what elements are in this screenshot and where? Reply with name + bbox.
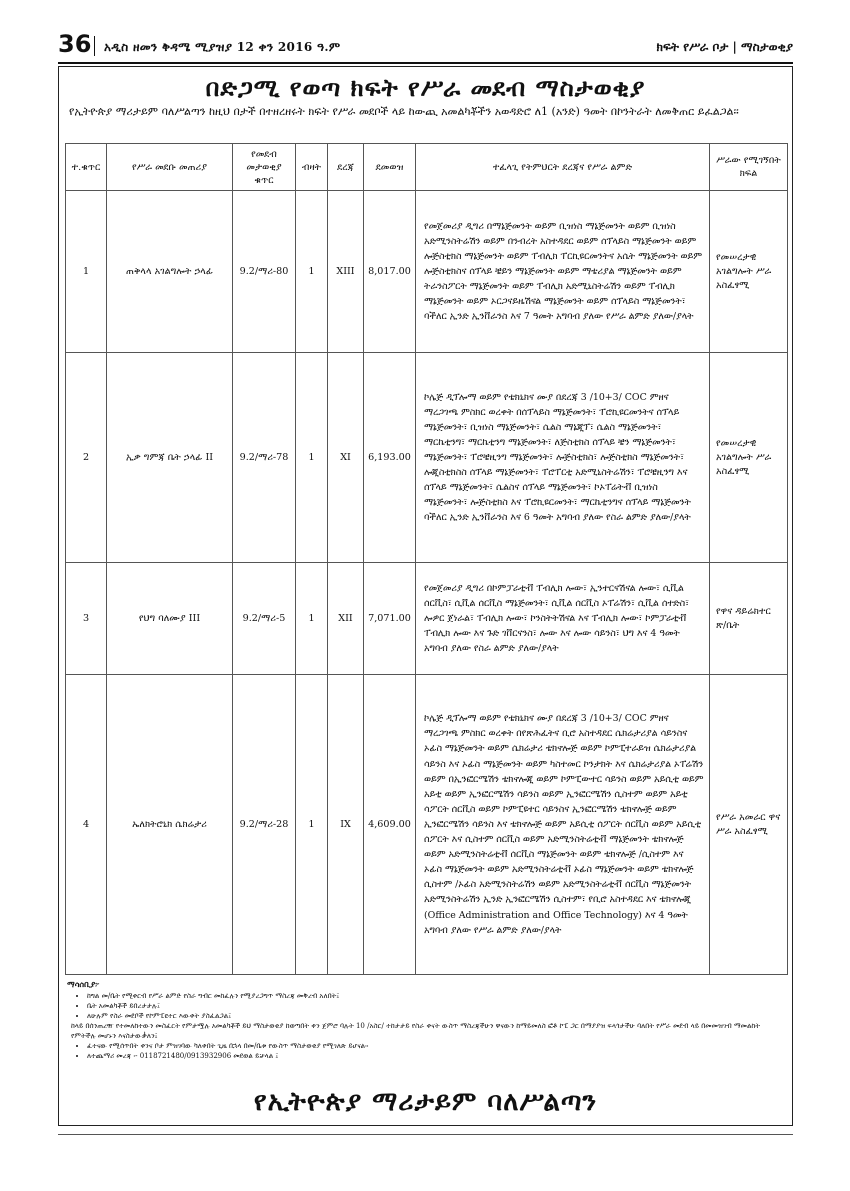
col-header-grade: ደረጃ <box>328 144 364 191</box>
table-row <box>66 191 788 353</box>
notes-list-2 <box>67 1041 785 1061</box>
note-item: • ከግል መ/ቤት የሚቀርብ የሥራ ልምድ የስራ ግብር መከፈሉን የሚያረጋግጥ ማስረጃ መቅረብ አለበት፤ <box>87 991 785 1001</box>
row-salary: 8,017.00 <box>364 191 416 353</box>
note-item: • ፈተናው የሚሰጥበት ቀንና ቦታ ምዝገባው ካለቀበት ጊዜ በኋላ በመ/ቤቱ የውስጥ ማስታወቂያ የሚገለጽ ይሆናል፡፡ <box>87 1041 785 1051</box>
row-grade: XIII <box>328 191 364 353</box>
notes-section <box>67 979 785 1061</box>
row-title: የህግ ባለሙያ III <box>107 563 233 675</box>
row-requirements: የመጀመሪያ ዲግሪ በማኔጅመንት ወይም ቢዝነስ ማኔጅመንት ወይም ቢዝነስ አድሚንስትሬሽን ወይም በንብረት አስተዳደር ወይም ሰፕላይስ ማኔጅመንት ወይም ሎጅስቲክስ ማኔጅመንት ወይም ፐብሊክ ፐርኪዩርመንትና አሴት ማኔጅመንት ወይም ሎጅስቲክስና ሰፕላይ ቼይን ማኔጅመንት ወይም ማቴሪያል ማኔጅመንት ወይም ትራንስፖርት ማኔጅመንት ወይም ፐብሊክ አድሚኒስትሬሽን ወይም ፐብሊክ ማኔጅመንት ወይም ኦርጋናይዜሽናል ማኔጅመንት ወይም ሰፕላይስ ማኔጅመንት፣ ባችለር ኢንድ ኢንቨራንስ እና 7 ዓመት አግባብ ያለው የሥራ ልምድ ያለው/ያላት <box>416 191 710 353</box>
note-item: • ቤት አመልካቾች ይበረታታሉ፤ <box>87 1001 785 1011</box>
notes-title: ማሳሰቢያ፦ <box>67 979 100 989</box>
vacancy-table <box>65 143 788 975</box>
newspaper-dateline: አዲስ ዘመን ቅዳሜ ሚያዝያ 12 ቀን 2016 ዓ.ም <box>104 40 341 54</box>
row-grade: IX <box>328 675 364 975</box>
organization-name: የኢትዮጵያ ማሪታይም ባለሥልጣን <box>253 1087 598 1117</box>
table-row <box>66 675 788 975</box>
row-place: የመሠረታዊ አገልግሎት ሥራ አስፈፃሚ <box>710 353 788 563</box>
row-title: ጠቅላላ አገልግሎት ኃላፊ <box>107 191 233 353</box>
row-place: የዋና ዳይሬክተር ጽ/ቤት <box>710 563 788 675</box>
col-header-id: የመደብ መታወቂያ ቁጥር <box>233 144 296 191</box>
row-requirements: ኮሌጅ ዲፕሎማ ወይም የቴክኒክና ሙያ በደረጃ 3 /10+3/ COC ምዘና ማረጋገጫ ምስክር ወረቀት በሰፕላይስ ማኔጅመንት፣ ፐሮኪዩርመንትና ሰፕላይ ማኔጅመንት፣ ቢዝነስ ማኔጅመንት፣ ሴልስ ማኔጂፕ፣ ሴልስ ማኔጅመንት፣ ማርኬቲንግ፣ ማርኬቲንግ ማኔጅመንት፣ ለጅስቲክስ ሰፕላይ ቼን ማኔጅመንት፣ ማኔጅመንት፣ ፐሮቼዚንግ ማኔጅመንት፣ ሎጅስቲክስ፣ ሎጅስቲክስ ማኔጅመንት፣ ሎጂስቲክስስ ሰፕላይ ማኔጅመንት፣ ፐሮፐርቲ አድሚኒስትሬሽን፣ ፐሮቼዚንግ እና ሰፕላይ ማኔጅመንት፣ ሴልስና ሰፕላይ ማኔጅመንት፣ ኮኦፐሬትቭ ቢዝነስ ማኔጅመንት፣ ሎጅስቲክስ እና ፐሮኪዩርመንት፣ ማርኬቲንግና ሰፕላይ ማኔጅመንት ባችለር ኢንድ ኢንቨራንስ እና 6 ዓመት አግባብ ያለው የስራ ልምድ ያለው/ያላት <box>416 353 710 563</box>
col-header-requirements: ተፈላጊ የትምህርት ደረጃና የሥራ ልምድ <box>416 144 710 191</box>
header-rule <box>58 62 793 64</box>
row-number: 3 <box>66 563 107 675</box>
note-item: • ለሁሉም የስራ መደቦች የኮምፒዩተር እውቀት ያስፈልጋል፤ <box>87 1011 785 1021</box>
col-header-qty: ብዛት <box>296 144 328 191</box>
row-id: 9.2/ማሪ-28 <box>233 675 296 975</box>
row-qty: 1 <box>296 353 328 563</box>
page-number: 36 <box>58 30 92 58</box>
page-header <box>58 32 793 62</box>
page-bottom-rule <box>58 1134 793 1135</box>
row-place: የሥራ አመራር ዋና ሥራ አስፈፃሚ <box>710 675 788 975</box>
ad-intro: የኢትዮጵያ ማሪታይም ባለሥልጣን ከዚህ በታች በተዘረዘሩት ክፍት የሥራ መደቦች ላይ ከውጪ አመልካቾችን አወዳድሮ ለ1 (አንድ) ዓመት በኮንትራት ለመቅጠር ይፈልጋል፡፡ <box>69 105 739 118</box>
notes-list <box>67 991 785 1021</box>
row-title: ኤለክትሮኒክ ሴክሬታሪ <box>107 675 233 975</box>
row-qty: 1 <box>296 191 328 353</box>
row-id: 9.2/ማሪ-5 <box>233 563 296 675</box>
row-salary: 6,193.00 <box>364 353 416 563</box>
row-id: 9.2/ማሪ-78 <box>233 353 296 563</box>
row-place: የመሠረታዊ አገልግሎት ሥራ አስፈፃሚ <box>710 191 788 353</box>
row-qty: 1 <box>296 675 328 975</box>
col-header-title: የሥራ መደቡ መጠሪያ <box>107 144 233 191</box>
row-title: ኢቃ ግምጃ ቤት ኃላፊ II <box>107 353 233 563</box>
row-number: 2 <box>66 353 107 563</box>
row-grade: XII <box>328 563 364 675</box>
table-row <box>66 563 788 675</box>
advertisement-box <box>58 66 793 1126</box>
row-qty: 1 <box>296 563 328 675</box>
row-salary: 4,609.00 <box>364 675 416 975</box>
row-requirements: ኮሌጅ ዲፕሎማ ወይም የቴክኒክና ሙያ በደረጃ 3 /10+3/ COC ምዘና ማረጋገጫ ምስክር ወረቀት በየጽሕፈትና ቢሮ አስተዳደር ሴክሬታሪያል ሳይንስና ኦፊስ ማኔጅመንት ወይም ሴክሬታሪ ቴክኖሎጅ ወይም ኮምፒተራይዝ ሴክሬታሪያል ሳይንስ እና ኦፊስ ማኔጅመንት ወይም ካስተመር ኮንታክት እና ሴክሬታሪያል ኦፐሬሽን ወይም በኢንፎርሜሽን ቴክኖሎጂ ወይም ኮምፒውተር ሳይንስ ወይም አይሲቲ ወይም አይቲ ወይም ኢንፎርሜሽን ሳይንስ ወይም ኢንፎርሜሽን ሲስተም ወይም አይቲ ሳፖርት ሰርቪስ ወይም ኮምፒዩተር ሳይንስና ኢንፎርሜሽን ቴክኖሎጅ ወይም ኢንፎርሜሽን ሳይንስ እና ቴክኖሎጅ ወይም አይሲቲ ሰፖርት ሰርቪስ ወይም አይሲቲ ሰፖርት እና ሲስተም ሰርቪስ ወይም አድሚንስትሬቲቭ ማኔጅመንት ቴክኖሎጅ ወይም አድሚንስትሬቲቭ ሰርቪስ ማኔጅመንት ወይም ቴክኖሎጅ /ሲስተም እና ኦፊስ ማኔጅመንት ወይም አድሚንስትሬቲቭ ኦፊስ ማኔጅመንት ወይም ቴክኖሎጅ ሲስተም /ኦፊስ አድሚንስትሬሽን ወይም አድሚንስትሬቲቭ ሰርቪስ ማኔጅመንት አድሚንስትሬሽን ኢንድ ኢንፎርሜሽን ሲስተም፣ የቢሮ አስተዳደር እና ቴክኖሎጂ (Office Administration and Office Technology) እና 4 ዓመት አግባብ ያለው የሥራ ልምድ ያለው/ያላት <box>416 675 710 975</box>
header-separator <box>94 36 95 56</box>
note-item: • ለተጨማሪ መረጃ ፡- 0118721480/0913932906 መደወል ይቻላል ፤ <box>87 1051 785 1061</box>
section-label: ክፍት የሥራ ቦታ | ማስታወቂያ <box>656 40 793 54</box>
ad-title: በድጋሚ የወጣ ክፍት የሥራ መደብ ማስታወቂያ <box>205 73 646 102</box>
table-row <box>66 353 788 563</box>
col-header-number: ተ.ቁጥር <box>66 144 107 191</box>
row-number: 1 <box>66 191 107 353</box>
col-header-place: ሥራው የሚገኝበት ክፍል <box>710 144 788 191</box>
col-header-salary: ደመወዝ <box>364 144 416 191</box>
table-header-row <box>66 144 788 191</box>
row-grade: XI <box>328 353 364 563</box>
row-salary: 7,071.00 <box>364 563 416 675</box>
notes-paragraph: ከላይ በሰንጠረዥ የተመለከተውን መስፈርት የምታሟሉ አመልካቾች ይህ ማስታወቂያ ከወጣበት ቀን ጀምሮ ባሉት 10 /አስር/ ተከታታይ የስራ ቀናት ውስጥ ማስረጃችሁን ዋናውን ከማይመለስ ፎቶ ኮፒ ጋር በማያያዝ ፍላጎታችሁ ባለበት የሥራ መደብ ላይ በመመዝገብ ማመልከት የምትችሉ መሆኑን እናስታውቃለን፤ <box>71 1022 761 1040</box>
row-id: 9.2/ማሪ-80 <box>233 191 296 353</box>
row-number: 4 <box>66 675 107 975</box>
row-requirements: የመጀመሪያ ዲግሪ በኮምፓራቲቭ ፐብሊክ ሎው፣ ኢንተርናሽናል ሎው፣ ሲቪል ሰርቪስ፣ ሲቪል ሰርቪስ ማኔጅመንት፣ ሲቪል ሰርቪስ ኦፐሬሽን፣ ሲቪል ሰተድስ፣ ሎዎር ጀነራል፣ ፐብሊክ ሎው፣ ኮንስትትሽናል እና ፐብሊክ ሎው፣ ኮምፓራቲቭ ፐብሊክ ሎው እና ጉድ ገቨርናንስ፣ ሎው እና ሎው ሳይንስ፣ ህግ እና 4 ዓመት አግባብ ያለው የስራ ልምድ ያለው/ያላት <box>416 563 710 675</box>
